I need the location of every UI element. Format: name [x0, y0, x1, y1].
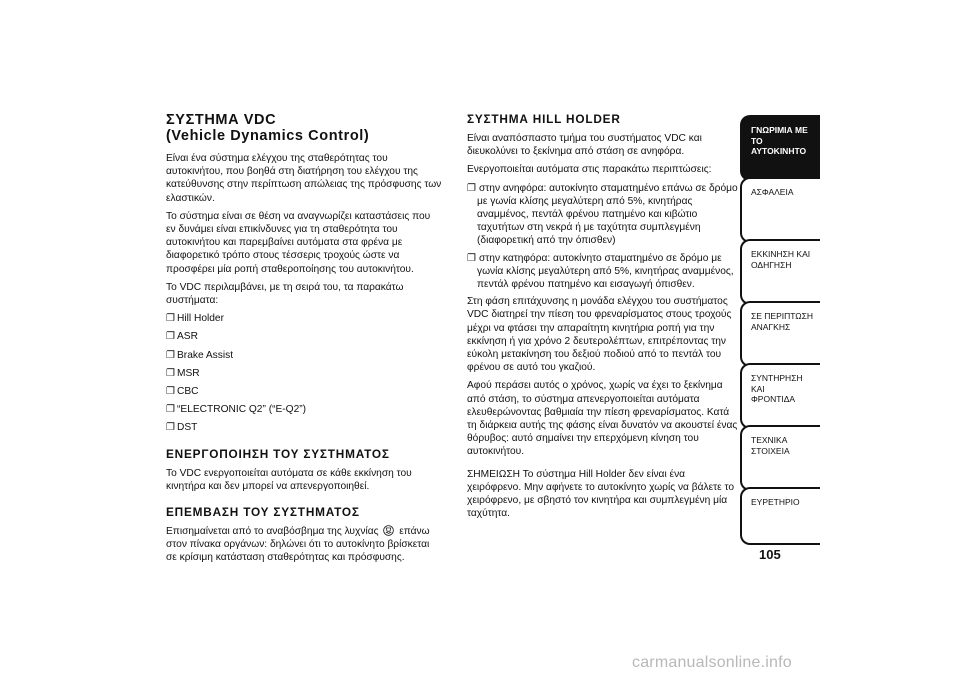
list-item-text: Brake Assist	[177, 349, 234, 361]
list-item-text: DST	[177, 422, 198, 434]
case-text: στην ανηφόρα: αυτοκίνητο σταματημένο επάνω σε δρόμο με γωνία κλίσης μεγαλύτερη από 5%, κινητήρας αναμμένος, πεντάλ φρένου πατημένο και κιβώτιο ταχυτήτων στη νεκρά ή με ταχύτητα συμπλεγμένη (διαφορετική από την όπισθεν)	[477, 182, 738, 247]
checkbox-bullet-icon: ❐	[467, 182, 477, 194]
list-item-text	[467, 252, 741, 292]
intervention-heading: ΕΠΕΜΒΑΣΗ ΤΟΥ ΣΥΣΤΗΜΑΤΟΣ	[166, 505, 360, 520]
list-item-text: MSR	[177, 367, 200, 379]
list-item-text: CBC	[177, 386, 199, 398]
tab-label-line1: ΓΝΩΡΙΜΙΑ ΜΕ ΤΟ	[751, 125, 808, 146]
activation-heading: ΕΝΕΡΓΟΠΟΙΗΣΗ ΤΟΥ ΣΥΣΤΗΜΑΤΟΣ	[166, 446, 390, 461]
tab-starting-driving[interactable]	[740, 239, 820, 305]
tab-label-line2: ΑΥΤΟΚΙΝΗΤΟ	[751, 146, 807, 156]
case-text: στην κατηφόρα: αυτοκίνητο σταματημένο σε δρόμο με γωνία κλίσης μεγαλύτερη από 5%, κινητήρας αναμμένος, πεντάλ φρένου πατημένο και εισαγωγή όπισθεν.	[477, 252, 734, 291]
list-item	[467, 182, 741, 248]
vdc-paragraph-3: Το VDC περιλαμβάνει, με τη σειρά του, τα παρακάτω συστήματα:	[166, 281, 404, 307]
checkbox-bullet-icon: ❐	[166, 349, 176, 361]
hill-holder-note: ΣΗΜΕΙΩΣΗ Το σύστημα Hill Holder δεν είναι ένα χειρόφρενο. Μην αφήνετε το αυτοκίνητο χωρίς να βάλετε το χειρόφρενο, με σβηστό τον κινητήρα και συμπλεγμένη μία ταχύτητα.	[467, 468, 735, 520]
vdc-paragraph-1: Είναι ένα σύστημα ελέγχου της σταθερότητας του αυτοκινήτου, που βοηθά στη διατήρηση του ελέγχου της κατεύθυνσης στην περίπτωση απώλειας της πρόσφυσης των ελαστικών.	[166, 153, 442, 204]
hill-holder-paragraph-1: Είναι αναπόσπαστο τμήμα του συστήματος VDC και διευκολύνει το ξεκίνημα από στάση σε ανηφόρα.	[467, 133, 702, 158]
list-item	[166, 421, 442, 434]
vdc-warning-light-icon	[383, 525, 394, 536]
list-item-text	[467, 182, 741, 248]
vdc-title	[166, 112, 442, 144]
checkbox-bullet-icon: ❐	[166, 367, 176, 379]
tab-label-line1: ΣΕ ΠΕΡΙΠΤΩΣΗ	[751, 311, 814, 321]
tab-label-line1: ΕΚΚΙΝΗΣΗ ΚΑΙ	[751, 249, 811, 259]
activation-paragraph: Το VDC ενεργοποιείται αυτόματα σε κάθε εκκίνηση του κινητήρα και δεν μπορεί να απενεργοποιηθεί.	[166, 467, 412, 492]
tab-emergency[interactable]	[740, 301, 820, 367]
tab-safety[interactable]	[740, 177, 820, 243]
hill-holder-paragraph-3: Στη φάση επιτάχυνσης η μονάδα ελέγχου του συστήματος VDC διατηρεί την πίεση του φρεναρίσματος στους τροχούς μέχρι να φτάσει την απαραίτητη κινητήρια ροπή για την εκκίνηση ή για χρόνο 2 δευτερολέπτων, επιτρέποντας την εύκολη μετακίνηση του δεξιού ποδιού από το πεντάλ του φρένου σε αυτό του γκαζιού.	[467, 296, 732, 374]
hill-holder-paragraph-4: Αφού περάσει αυτός ο χρόνος, χωρίς να έχει το ξεκίνημα από στάση, το σύστημα απενεργοποιείται αυτόματα ελευθερώνοντας βαθμιαία την πίεση φρεναρίσματος. Κατά τη διάρκεια αυτής της φάσης είναι δυνατόν να ακουστεί ένας θόρυβος: αυτό σημαίνει την επερχόμενη κίνηση του αυτοκινήτου.	[467, 380, 738, 458]
tab-label-line1: ΕΥΡΕΤΗΡΙΟ	[751, 497, 800, 507]
checkbox-bullet-icon: ❐	[166, 313, 176, 325]
list-item	[166, 385, 442, 398]
list-item-text: “ELECTRONIC Q2” (“E-Q2”)	[177, 404, 307, 416]
list-item-text: ASR	[177, 331, 198, 343]
tab-label-line1: ΑΣΦΑΛΕΙΑ	[751, 187, 794, 197]
tab-label-line1: ΤΕΧΝΙΚΑ ΣΤΟΙΧΕΙΑ	[751, 435, 790, 456]
checkbox-bullet-icon: ❐	[166, 331, 176, 343]
tab-label-line2: ΦΡΟΝΤΙΔΑ	[751, 394, 796, 404]
right-column	[467, 112, 741, 525]
checkbox-bullet-icon: ❐	[166, 404, 176, 416]
hill-holder-heading: ΣΥΣΤΗΜΑ HILL HOLDER	[467, 112, 621, 126]
tab-label-line2: ΑΝΑΓΚΗΣ	[751, 321, 791, 332]
list-item	[166, 330, 442, 343]
tab-maintenance-care[interactable]	[740, 363, 820, 429]
vdc-paragraph-2: Το σύστημα είναι σε θέση να αναγνωρίζει καταστάσεις που εν δυνάμει είναι επικίνδυνες για τη σταθερότητα του αυτοκινήτου και παρεμβαίνει αυτόματα στα φρένα με διαφορετικό τρόπο στους τέσσερις τροχούς ώστε να προσφέρει μία ροπή σταθεροποίησης του αυτοκινήτου.	[166, 210, 431, 275]
intervention-text-b: επάνω στον πίνακα οργάνων: δηλώνει ότι το αυτοκίνητο βρίσκεται σε κρίσιμη κατάσταση σταθερότητας και πρόσφυσης.	[166, 526, 430, 564]
checkbox-bullet-icon: ❐	[166, 386, 176, 398]
checkbox-bullet-icon: ❐	[467, 252, 477, 264]
checkbox-bullet-icon: ❐	[166, 422, 176, 434]
list-item	[166, 367, 442, 380]
intervention-text-a: Επισημαίνεται από το αναβόσβημα της λυχνίας	[166, 526, 379, 538]
intervention-paragraph	[166, 525, 442, 565]
list-item	[166, 403, 442, 416]
watermark: carmanualsonline.info	[632, 654, 792, 671]
vdc-title-line2: (Vehicle Dynamics Control)	[166, 128, 370, 144]
list-item	[467, 252, 741, 292]
left-column	[166, 112, 442, 570]
tab-label-line2: ΟΔΗΓΗΣΗ	[751, 259, 792, 270]
vdc-title-line1: ΣΥΣΤΗΜΑ VDC	[166, 112, 277, 128]
list-item	[166, 349, 442, 362]
tab-technical-specifications[interactable]	[740, 425, 820, 491]
list-item	[166, 312, 442, 325]
tab-index[interactable]	[740, 487, 820, 545]
list-item-text: Hill Holder	[177, 313, 224, 325]
tab-getting-to-know-car[interactable]	[740, 115, 820, 181]
tab-label-line1: ΣΥΝΤΗΡΗΣΗ ΚΑΙ	[751, 373, 803, 394]
hill-holder-paragraph-2: Ενεργοποιείται αυτόματα στις παρακάτω περιπτώσεις:	[467, 164, 712, 176]
page-number: 105	[759, 547, 781, 562]
cases-list	[467, 182, 741, 292]
systems-list	[166, 312, 442, 434]
